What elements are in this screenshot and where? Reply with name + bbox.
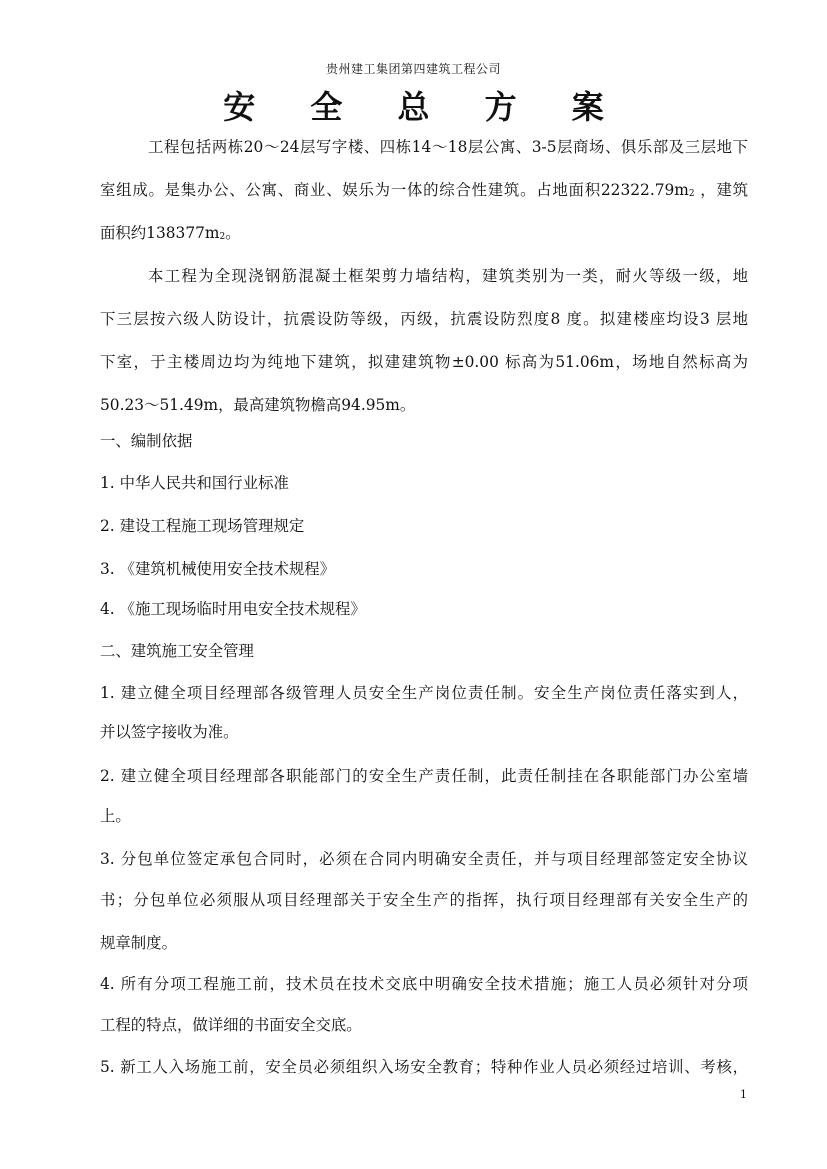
para2-line2: 下三层按六级人防设计，抗震设防等级，丙级，抗震设防烈度8 度。拟建楼座均设3 层地 (100, 310, 748, 328)
company-header: 贵州建工集团第四建筑工程公司 (325, 62, 501, 76)
section2-item1-line1: 1. 建立健全项目经理部各级管理人员安全生产岗位责任制。安全生产岗位责任落实到人， (100, 684, 748, 702)
section2-item5-line1: 5. 新工人入场施工前，安全员必须组织入场安全教育；特种作业人员必须经过培训、考核， (100, 1058, 748, 1076)
section1-heading: 一、编制依据 (100, 432, 193, 450)
section1-item: 3. 《建筑机械使用安全技术规程》 (100, 560, 336, 578)
section2-item1-line2: 并以签字接收为准。 (100, 723, 239, 741)
para2-line3: 下室，于主楼周边均为纯地下建筑，拟建建筑物±0.00 标高为51.06m，场地自然标高为 (100, 353, 748, 371)
para1-line1: 工程包括两栋20～24层写字楼、四栋14～18层公寓、3-5层商场、俱乐部及三层地下 (148, 138, 748, 156)
section2-item4-line2: 工程的特点，做详细的书面安全交底。 (100, 1016, 362, 1034)
para1-line3 (100, 221, 748, 249)
section2-heading: 二、建筑施工安全管理 (100, 642, 254, 660)
superscript-2: 2 (688, 189, 695, 199)
section2-item4-line1: 4. 所有分项工程施工前，技术员在技术交底中明确安全技术措施；施工人员必须针对分项 (100, 975, 748, 993)
para2-line1: 本工程为全现浇钢筋混凝土框架剪力墙结构，建筑类别为一类，耐火等级一级，地 (148, 267, 748, 285)
superscript-2: 2 (219, 232, 226, 242)
para1-line2 (100, 178, 748, 206)
section1-item: 2. 建设工程施工现场管理规定 (100, 517, 305, 535)
para1-line3-text: 面积约138377m (100, 224, 220, 242)
section2-item3-line1: 3. 分包单位签定承包合同时，必须在合同内明确安全责任，并与项目经理部签定安全协议 (100, 850, 748, 868)
section2-item3-line3: 规章制度。 (100, 934, 177, 952)
section2-item3-line2: 书；分包单位必须服从项目经理部关于安全生产的指挥，执行项目经理部有关安全生产的 (100, 891, 748, 909)
para2-line4: 50.23～51.49m，最高建筑物檐高94.95m。 (100, 396, 416, 414)
section1-item: 4. 《施工现场临时用电安全技术规程》 (100, 600, 366, 618)
section2-item2-line1: 2. 建立健全项目经理部各职能部门的安全生产责任制，此责任制挂在各职能部门办公室墙 (100, 767, 748, 785)
section2-item2-line2: 上。 (100, 807, 131, 825)
section1-item: 1. 中华人民共和国行业标准 (100, 474, 289, 492)
para1-line2-text: 室组成。是集办公、公寓、商业、娱乐为一体的综合性建筑。占地面积22322.79m (100, 181, 689, 199)
document-title: 安 全 总 方 案 (223, 88, 626, 126)
para1-line2-tail: ，建筑 (694, 181, 748, 199)
para1-line3-tail: 。 (225, 224, 241, 242)
page-number: 1 (740, 1088, 747, 1101)
